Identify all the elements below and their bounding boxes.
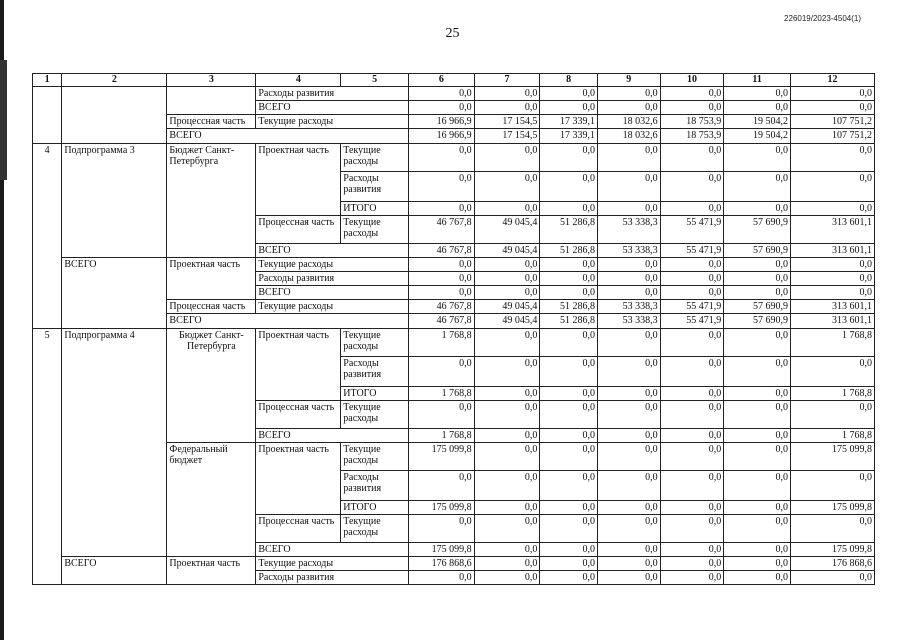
table-value-cell: 51 286,8 xyxy=(540,300,598,314)
table-label-cell: Расходы развития xyxy=(256,571,409,585)
table-value-cell: 49 045,4 xyxy=(474,216,540,244)
table-value-cell: 0,0 xyxy=(791,172,875,202)
table-label-cell: Проектная часть xyxy=(256,144,341,216)
table-value-cell: 0,0 xyxy=(660,557,724,571)
table-value-cell: 0,0 xyxy=(791,357,875,387)
table-value-cell: 0,0 xyxy=(791,471,875,501)
table-value-cell: 19 504,2 xyxy=(724,129,791,144)
table-value-cell: 0,0 xyxy=(660,202,724,216)
table-label-cell: Подпрограмма 3 xyxy=(62,144,167,258)
table-label-cell: 4 xyxy=(33,144,62,329)
table-label-cell: Текущие расходы xyxy=(341,443,409,471)
table-label-cell: Текущие расходы xyxy=(256,300,409,314)
table-label-cell: Текущие расходы xyxy=(341,515,409,543)
column-header: 7 xyxy=(474,74,540,87)
table-value-cell: 175 099,8 xyxy=(408,501,474,515)
page-number: 25 xyxy=(445,26,460,41)
table-value-cell: 53 338,3 xyxy=(597,244,660,258)
table-label-cell: ВСЕГО xyxy=(256,429,409,443)
table-value-cell: 0,0 xyxy=(724,571,791,585)
table-label-cell: ВСЕГО xyxy=(256,543,409,557)
table-value-cell: 0,0 xyxy=(408,144,474,172)
column-header: 2 xyxy=(62,74,167,87)
table-label-cell: ИТОГО xyxy=(341,202,409,216)
table-value-cell: 0,0 xyxy=(540,172,598,202)
table-value-cell: 55 471,9 xyxy=(660,244,724,258)
table-value-cell: 0,0 xyxy=(724,543,791,557)
table-value-cell: 0,0 xyxy=(791,101,875,115)
column-header: 4 xyxy=(256,74,341,87)
table-value-cell: 0,0 xyxy=(540,571,598,585)
scan-edge-mark xyxy=(0,60,7,180)
table-value-cell: 0,0 xyxy=(724,272,791,286)
table-label-cell: ВСЕГО xyxy=(256,286,409,300)
table-value-cell: 0,0 xyxy=(597,286,660,300)
table-value-cell: 51 286,8 xyxy=(540,216,598,244)
table-label-cell: ВСЕГО xyxy=(256,101,409,115)
table-value-cell: 55 471,9 xyxy=(660,314,724,329)
table-value-cell: 0,0 xyxy=(540,387,598,401)
table-value-cell: 313 601,1 xyxy=(791,300,875,314)
table-value-cell: 46 767,8 xyxy=(408,216,474,244)
table-value-cell: 46 767,8 xyxy=(408,300,474,314)
table-value-cell: 0,0 xyxy=(474,571,540,585)
table-value-cell: 0,0 xyxy=(724,429,791,443)
table-value-cell: 0,0 xyxy=(724,515,791,543)
table-value-cell: 0,0 xyxy=(724,501,791,515)
table-value-cell: 0,0 xyxy=(660,144,724,172)
table-value-cell: 0,0 xyxy=(474,172,540,202)
table-value-cell: 0,0 xyxy=(660,272,724,286)
table-value-cell: 0,0 xyxy=(474,258,540,272)
table-value-cell: 19 504,2 xyxy=(724,115,791,129)
table-label-cell: Расходы развития xyxy=(256,272,409,286)
table-value-cell: 57 690,9 xyxy=(724,300,791,314)
table-value-cell: 0,0 xyxy=(408,202,474,216)
table-value-cell: 57 690,9 xyxy=(724,216,791,244)
table-value-cell: 0,0 xyxy=(474,501,540,515)
table-value-cell: 1 768,8 xyxy=(408,387,474,401)
table-value-cell: 0,0 xyxy=(660,443,724,471)
table-value-cell: 0,0 xyxy=(660,401,724,429)
table-value-cell: 0,0 xyxy=(474,286,540,300)
table-value-cell: 0,0 xyxy=(724,144,791,172)
table-label-cell: ВСЕГО xyxy=(167,129,409,144)
table-label-cell: Процессная часть xyxy=(167,115,256,129)
column-header: 6 xyxy=(408,74,474,87)
table-value-cell: 46 767,8 xyxy=(408,244,474,258)
table-value-cell: 0,0 xyxy=(597,144,660,172)
table-label-cell: Текущие расходы xyxy=(341,144,409,172)
table-value-cell: 0,0 xyxy=(540,429,598,443)
table-value-cell: 0,0 xyxy=(540,101,598,115)
table-value-cell: 0,0 xyxy=(597,329,660,357)
table-value-cell: 0,0 xyxy=(540,286,598,300)
table-value-cell: 0,0 xyxy=(597,557,660,571)
table-value-cell: 57 690,9 xyxy=(724,314,791,329)
table-value-cell: 0,0 xyxy=(408,471,474,501)
table-value-cell: 0,0 xyxy=(540,272,598,286)
table-label-cell: Проектная часть xyxy=(167,258,256,300)
column-header: 1 xyxy=(33,74,62,87)
table-value-cell: 0,0 xyxy=(660,258,724,272)
table-label-cell: Расходы развития xyxy=(341,357,409,387)
table-value-cell: 0,0 xyxy=(474,387,540,401)
table-value-cell: 0,0 xyxy=(660,429,724,443)
table-label-cell: Процессная часть xyxy=(256,401,341,429)
table-value-cell: 0,0 xyxy=(660,387,724,401)
table-value-cell: 0,0 xyxy=(408,101,474,115)
table-value-cell: 0,0 xyxy=(660,543,724,557)
table-label-cell xyxy=(167,87,256,115)
table-value-cell: 53 338,3 xyxy=(597,216,660,244)
table-value-cell: 0,0 xyxy=(474,87,540,101)
table-value-cell: 0,0 xyxy=(724,286,791,300)
table-value-cell: 0,0 xyxy=(597,471,660,501)
table-value-cell: 0,0 xyxy=(597,387,660,401)
table-value-cell: 17 154,5 xyxy=(474,129,540,144)
table-value-cell: 0,0 xyxy=(597,501,660,515)
table-value-cell: 313 601,1 xyxy=(791,314,875,329)
table-value-cell: 0,0 xyxy=(597,272,660,286)
table-label-cell: Текущие расходы xyxy=(341,329,409,357)
table-label-cell: Проектная часть xyxy=(167,557,256,585)
table-row xyxy=(33,557,875,571)
table-value-cell: 0,0 xyxy=(597,202,660,216)
table-value-cell: 0,0 xyxy=(540,329,598,357)
table-value-cell: 0,0 xyxy=(791,87,875,101)
table-value-cell: 0,0 xyxy=(724,357,791,387)
table-value-cell: 0,0 xyxy=(474,329,540,357)
table-label-cell: ВСЕГО xyxy=(167,314,409,329)
table-value-cell: 0,0 xyxy=(791,258,875,272)
column-header: 12 xyxy=(791,74,875,87)
table-value-cell: 0,0 xyxy=(660,101,724,115)
table-value-cell: 0,0 xyxy=(540,144,598,172)
table-value-cell: 0,0 xyxy=(791,401,875,429)
table-value-cell: 0,0 xyxy=(540,258,598,272)
table-value-cell: 0,0 xyxy=(540,401,598,429)
table-value-cell: 313 601,1 xyxy=(791,244,875,258)
table-value-cell: 176 868,6 xyxy=(408,557,474,571)
table-label-cell: Процессная часть xyxy=(167,300,256,314)
table-value-cell: 0,0 xyxy=(474,543,540,557)
table-value-cell: 0,0 xyxy=(660,501,724,515)
table-value-cell: 53 338,3 xyxy=(597,300,660,314)
table-value-cell: 16 966,9 xyxy=(408,129,474,144)
table-value-cell: 0,0 xyxy=(408,401,474,429)
table-value-cell: 313 601,1 xyxy=(791,216,875,244)
table-value-cell: 0,0 xyxy=(474,443,540,471)
table-value-cell: 0,0 xyxy=(540,515,598,543)
table-value-cell: 0,0 xyxy=(724,401,791,429)
table-value-cell: 0,0 xyxy=(724,202,791,216)
table-label-cell: Текущие расходы xyxy=(256,557,409,571)
table-value-cell: 0,0 xyxy=(660,357,724,387)
table-value-cell: 0,0 xyxy=(474,101,540,115)
table-value-cell: 0,0 xyxy=(540,543,598,557)
table-value-cell: 0,0 xyxy=(660,286,724,300)
table-value-cell: 0,0 xyxy=(474,357,540,387)
table-row xyxy=(33,329,875,357)
table-value-cell: 175 099,8 xyxy=(408,543,474,557)
table-value-cell: 0,0 xyxy=(474,202,540,216)
table-value-cell: 0,0 xyxy=(597,401,660,429)
table-label-cell: Подпрограмма 4 xyxy=(62,329,167,557)
table-value-cell: 0,0 xyxy=(660,172,724,202)
table-label-cell: Проектная часть xyxy=(256,443,341,515)
table-value-cell: 49 045,4 xyxy=(474,300,540,314)
table-label-cell: ИТОГО xyxy=(341,387,409,401)
table-value-cell: 46 767,8 xyxy=(408,314,474,329)
table-value-cell: 0,0 xyxy=(474,401,540,429)
budget-table xyxy=(32,73,875,585)
table-label-cell: Федеральный бюджет xyxy=(167,443,256,557)
table-value-cell: 53 338,3 xyxy=(597,314,660,329)
table-value-cell: 0,0 xyxy=(408,571,474,585)
table-value-cell: 0,0 xyxy=(724,471,791,501)
table-value-cell: 0,0 xyxy=(597,443,660,471)
table-row xyxy=(33,258,875,272)
table-value-cell: 107 751,2 xyxy=(791,115,875,129)
table-value-cell: 0,0 xyxy=(408,357,474,387)
table-value-cell: 0,0 xyxy=(791,286,875,300)
table-value-cell: 0,0 xyxy=(597,543,660,557)
table-value-cell: 17 339,1 xyxy=(540,115,598,129)
column-header: 9 xyxy=(597,74,660,87)
table-label-cell: Процессная часть xyxy=(256,515,341,543)
table-value-cell: 0,0 xyxy=(724,387,791,401)
table-value-cell: 1 768,8 xyxy=(408,329,474,357)
table-value-cell: 175 099,8 xyxy=(791,443,875,471)
column-header: 8 xyxy=(540,74,598,87)
table-value-cell: 55 471,9 xyxy=(660,300,724,314)
table-value-cell: 1 768,8 xyxy=(408,429,474,443)
table-value-cell: 0,0 xyxy=(791,515,875,543)
document-id: 226019/2023-4504(1) xyxy=(784,14,861,23)
table-value-cell: 49 045,4 xyxy=(474,314,540,329)
table-value-cell: 18 032,6 xyxy=(597,129,660,144)
table-label-cell: ВСЕГО xyxy=(256,244,409,258)
table-label-cell: 5 xyxy=(33,329,62,585)
table-label-cell: Проектная часть xyxy=(256,329,341,401)
column-header: 11 xyxy=(724,74,791,87)
table-value-cell: 0,0 xyxy=(724,443,791,471)
table-value-cell: 1 768,8 xyxy=(791,329,875,357)
table-value-cell: 0,0 xyxy=(408,515,474,543)
table-label-cell xyxy=(62,87,167,144)
table-label-cell: ИТОГО xyxy=(341,501,409,515)
table-value-cell: 0,0 xyxy=(597,87,660,101)
table-value-cell: 175 099,8 xyxy=(791,543,875,557)
table-value-cell: 0,0 xyxy=(474,557,540,571)
table-label-cell: Расходы развития xyxy=(341,471,409,501)
table-label-cell: Бюджет Санкт-Петербурга xyxy=(167,329,256,443)
table-value-cell: 0,0 xyxy=(540,202,598,216)
table-value-cell: 18 753,9 xyxy=(660,129,724,144)
table-label-cell: ВСЕГО xyxy=(62,557,167,585)
table-value-cell: 17 339,1 xyxy=(540,129,598,144)
table-value-cell: 176 868,6 xyxy=(791,557,875,571)
table-value-cell: 0,0 xyxy=(408,87,474,101)
table-value-cell: 0,0 xyxy=(791,272,875,286)
table-value-cell: 0,0 xyxy=(408,258,474,272)
table-label-cell: Текущие расходы xyxy=(341,401,409,429)
table-value-cell: 0,0 xyxy=(791,202,875,216)
table-value-cell: 51 286,8 xyxy=(540,244,598,258)
table-value-cell: 0,0 xyxy=(597,571,660,585)
table-value-cell: 17 154,5 xyxy=(474,115,540,129)
table-value-cell: 0,0 xyxy=(540,471,598,501)
table-value-cell: 0,0 xyxy=(597,172,660,202)
table-value-cell: 0,0 xyxy=(540,357,598,387)
table-value-cell: 16 966,9 xyxy=(408,115,474,129)
table-label-cell: Процессная часть xyxy=(256,216,341,244)
table-value-cell: 57 690,9 xyxy=(724,244,791,258)
table-header-row xyxy=(33,74,875,87)
table-value-cell: 0,0 xyxy=(540,501,598,515)
table-value-cell: 0,0 xyxy=(660,87,724,101)
table-value-cell: 0,0 xyxy=(474,272,540,286)
table-value-cell: 175 099,8 xyxy=(408,443,474,471)
table-value-cell: 0,0 xyxy=(660,571,724,585)
table-value-cell: 0,0 xyxy=(724,258,791,272)
table-value-cell: 0,0 xyxy=(724,101,791,115)
table-value-cell: 0,0 xyxy=(660,515,724,543)
table-value-cell: 0,0 xyxy=(540,87,598,101)
table-value-cell: 107 751,2 xyxy=(791,129,875,144)
table-label-cell: Текущие расходы xyxy=(256,258,409,272)
table-value-cell: 0,0 xyxy=(724,87,791,101)
table-label-cell: ВСЕГО xyxy=(62,258,167,329)
column-header: 3 xyxy=(167,74,256,87)
table-value-cell: 0,0 xyxy=(597,258,660,272)
table-value-cell: 0,0 xyxy=(791,144,875,172)
table-value-cell: 0,0 xyxy=(724,557,791,571)
table-value-cell: 49 045,4 xyxy=(474,244,540,258)
table-label-cell: Текущие расходы xyxy=(256,115,409,129)
table-label-cell: Бюджет Санкт-Петербурга xyxy=(167,144,256,258)
table-value-cell: 0,0 xyxy=(474,429,540,443)
table-label-cell: Текущие расходы xyxy=(341,216,409,244)
table-value-cell: 0,0 xyxy=(408,272,474,286)
table-value-cell: 0,0 xyxy=(597,357,660,387)
table-value-cell: 0,0 xyxy=(597,429,660,443)
table-value-cell: 0,0 xyxy=(597,101,660,115)
table-value-cell: 0,0 xyxy=(791,571,875,585)
table-value-cell: 0,0 xyxy=(408,172,474,202)
table-value-cell: 18 753,9 xyxy=(660,115,724,129)
table-label-cell: Расходы развития xyxy=(341,172,409,202)
column-header: 10 xyxy=(660,74,724,87)
table-label-cell xyxy=(33,87,62,144)
table-row xyxy=(33,144,875,172)
table-value-cell: 18 032,6 xyxy=(597,115,660,129)
table-value-cell: 0,0 xyxy=(660,471,724,501)
table-label-cell: Расходы развития xyxy=(256,87,409,101)
table-value-cell: 0,0 xyxy=(724,172,791,202)
table-value-cell: 1 768,8 xyxy=(791,387,875,401)
table-value-cell: 0,0 xyxy=(724,329,791,357)
table-value-cell: 0,0 xyxy=(408,286,474,300)
column-header: 5 xyxy=(341,74,409,87)
table-value-cell: 0,0 xyxy=(474,144,540,172)
table-value-cell: 0,0 xyxy=(540,557,598,571)
table-value-cell: 0,0 xyxy=(540,443,598,471)
table-value-cell: 0,0 xyxy=(474,471,540,501)
table-value-cell: 0,0 xyxy=(660,329,724,357)
table-value-cell: 175 099,8 xyxy=(791,501,875,515)
table-value-cell: 51 286,8 xyxy=(540,314,598,329)
table-value-cell: 0,0 xyxy=(474,515,540,543)
table-value-cell: 1 768,8 xyxy=(791,429,875,443)
table-row xyxy=(33,87,875,101)
table-value-cell: 0,0 xyxy=(597,515,660,543)
table-value-cell: 55 471,9 xyxy=(660,216,724,244)
